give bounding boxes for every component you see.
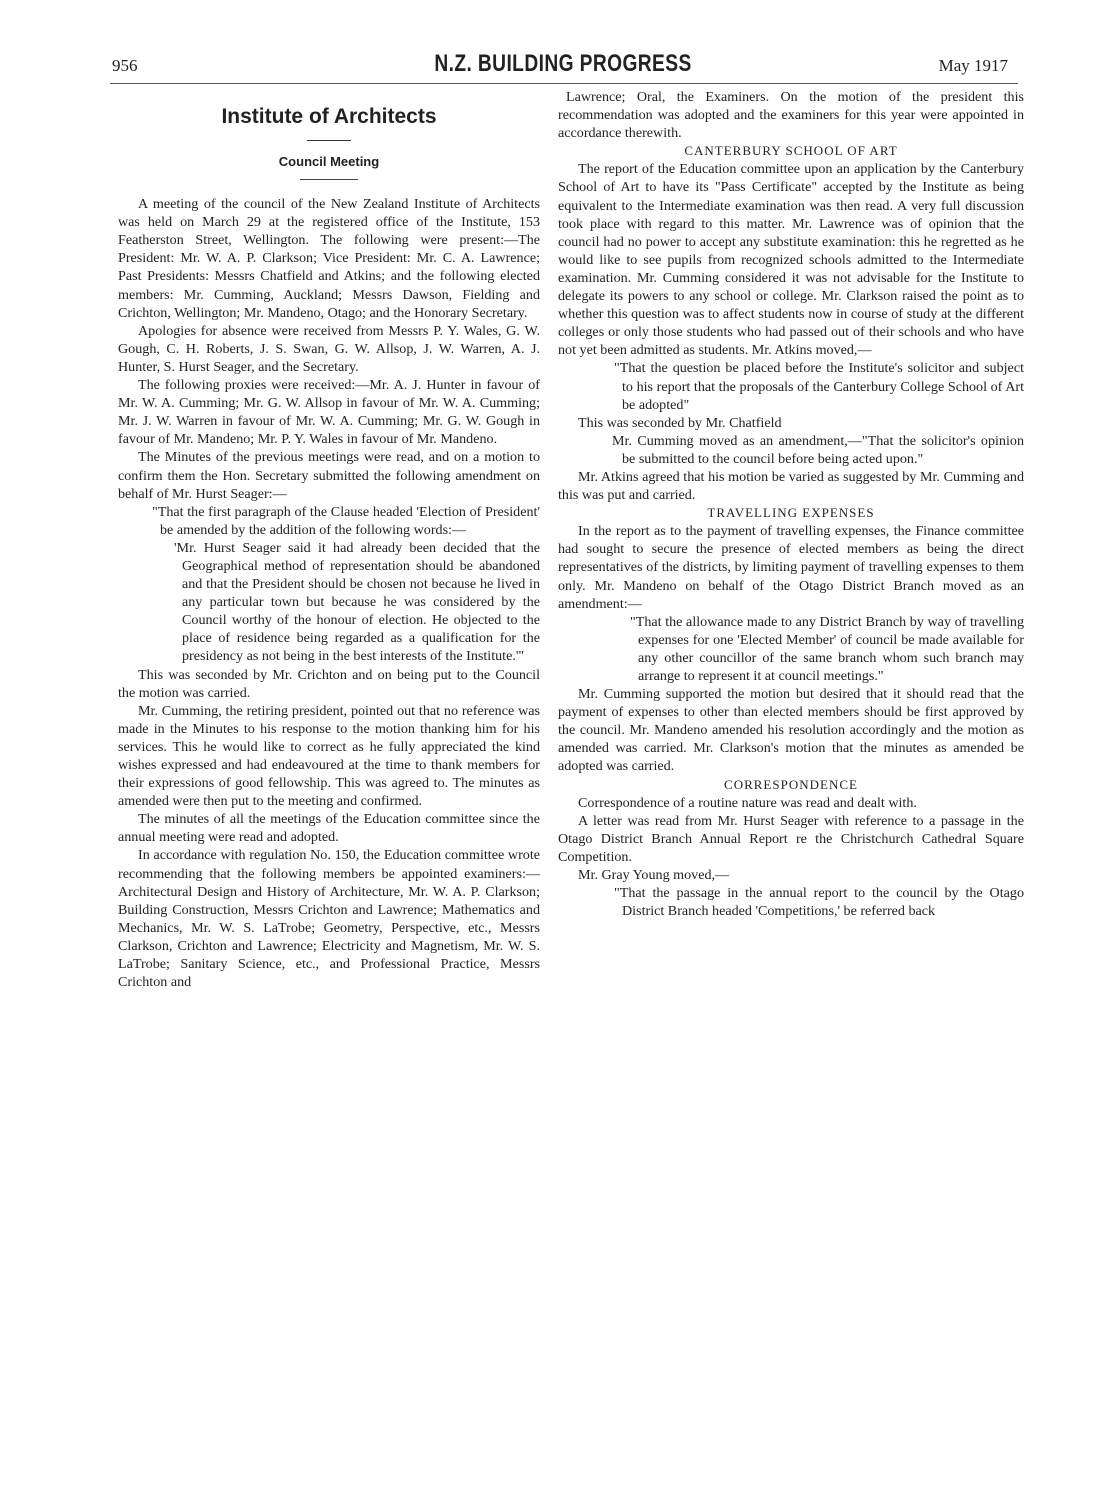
paragraph: Mr. Cumming supported the motion but desired that it should read that the payment of expenses to other than elected members should be first approved by the council. Mr. Mandeno amended his resolution accordingly and the motion as amended was carried. Mr. Clarkson's motion that the minutes as amended be adopted was carried.	[558, 686, 1024, 775]
paragraph: Lawrence; Oral, the Examiners. On the motion of the president this recommendation was adopted and the examiners for this year were appointed in accordance therewith.	[558, 89, 1024, 142]
page-header	[112, 50, 1014, 84]
left-column	[118, 100, 540, 991]
quoted-motion: "That the question be placed before the Institute's solicitor and subject to his report that the proposals of the Canterbury College School of Art be adopted"	[614, 360, 1024, 413]
paragraph: In the report as to the payment of travelling expenses, the Finance committee had sought to secure the presence of elected members as being the direct representatives of the districts, by limiting payment of travelling expenses to them only. Mr. Mandeno on behalf of the Otago District Branch moved as an amendment:—	[558, 523, 1024, 612]
paragraph: The Minutes of the previous meetings were read, and on a motion to confirm them the Hon. Secretary submitted the following amendment on behalf of Mr. Hurst Seager:—	[118, 449, 540, 502]
paragraph: This was seconded by Mr. Chatfield	[578, 414, 782, 431]
quoted-motion: "That the passage in the annual report to the council by the Otago District Branch headed 'Competitions,' be referred back	[614, 885, 1024, 920]
section-heading: CORRESPONDENCE	[724, 776, 858, 792]
article-title: Institute of Architects	[221, 105, 437, 128]
issue-date: May 1917	[938, 56, 1008, 75]
paragraph: Mr. Gray Young moved,—	[578, 867, 730, 884]
subtitle-rule	[300, 179, 358, 180]
title-rule	[307, 140, 351, 141]
section-heading: CANTERBURY SCHOOL OF ART	[684, 143, 898, 159]
paragraph: The minutes of all the meetings of the Education committee since the annual meeting were read and adopted.	[118, 811, 540, 846]
section-heading: TRAVELLING EXPENSES	[707, 505, 875, 521]
quoted-motion: Mr. Cumming moved as an amendment,—"That the solicitor's opinion be submitted to the council before being acted upon."	[612, 432, 1024, 467]
page-number: 956	[112, 56, 138, 75]
paragraph: A letter was read from Mr. Hurst Seager with reference to a passage in the Otago District Branch Annual Report re the Christchurch Cathedral Square Competition.	[558, 812, 1024, 865]
quoted-motion: "That the first paragraph of the Clause headed 'Election of President' be amended by the addition of the following words:—	[152, 503, 540, 538]
quoted-motion: 'Mr. Hurst Seager said it had already been decided that the Geographical method of representation should be abandoned and that the President should be chosen not because he lived in any particular town but because he was considered by the Council worthy of the honour of election. He objected to the place of residence being regarded as a qualification for the presidency as not being in the best interests of the Institute.'"	[174, 539, 540, 665]
article-subtitle: Council Meeting	[278, 154, 380, 169]
paragraph: Mr. Cumming, the retiring president, pointed out that no reference was made in the Minutes to his response to the motion thanking him for his services. This he would like to correct as he fully appreciated the kind wishes expressed and had endeavoured at the time to thank members for their expressions of good fellowship. This was agreed to. The minutes as amended were then put to the meeting and confirmed.	[118, 702, 540, 810]
quoted-motion: "That the allowance made to any District Branch by way of travelling expenses for one 'Elected Member' of council be made available for any other councillor of the same branch whom such branch may arrange to represent it at council meetings."	[630, 613, 1024, 684]
paragraph: This was seconded by Mr. Crichton and on being put to the Council the motion was carried.	[118, 666, 540, 701]
paragraph: A meeting of the council of the New Zealand Institute of Architects was held on March 29 at the registered office of the Institute, 153 Featherston Street, Wellington. The following were present:—The President: Mr. W. A. P. Clarkson; Vice President: Mr. C. A. Lawrence; Past Presidents: Messrs Chatfield and Atkins; and the following elected members: Mr. Cumming, Auckland; Messrs Dawson, Fielding and Crichton, Wellington; Mr. Mandeno, Otago; and the Honorary Secretary.	[118, 196, 540, 321]
header-rule	[110, 83, 1018, 84]
paragraph: Correspondence of a routine nature was read and dealt with.	[578, 794, 917, 811]
right-column	[558, 88, 1024, 920]
paragraph: In accordance with regulation No. 150, the Education committee wrote recommending that the following members be appointed examiners:—Architectural Design and History of Architecture, Mr. W. A. P. Clarkson; Building Construction, Messrs Crichton and Lawrence; Mathematics and Mechanics, Mr. W. S. LaTrobe; Geometry, Perspective, etc., Messrs Clarkson, Crichton and Lawrence; Electricity and Magnetism, Mr. W. S. LaTrobe; Sanitary Science, etc., and Professional Practice, Messrs Crichton and	[118, 847, 540, 991]
paragraph: The report of the Education committee upon an application by the Canterbury School of Art to have its "Pass Certificate" accepted by the Institute as being equivalent to the Intermediate examination was then read. A very full discussion took place with regard to this matter. Mr. Lawrence was of opinion that the council had no power to accept any substitute examination: this he regretted as he would like to see pupils from recognized schools admitted to the Intermediate examination. Mr. Cumming considered it was not advisable for the Institute to delegate its powers to any school or college. Mr. Clarkson raised the point as to whether this question was to affect students now in course of study at the different colleges or only those students who had passed out of their schools and who have not yet been admitted as students. Mr. Atkins moved,—	[558, 161, 1024, 359]
paragraph: Mr. Atkins agreed that his motion be varied as suggested by Mr. Cumming and this was put and carried.	[558, 468, 1024, 504]
paragraph: The following proxies were received:—Mr. A. J. Hunter in favour of Mr. W. A. Cumming; Mr. G. W. Allsop in favour of Mr. W. A. Cumming; Mr. J. W. Warren in favour of Mr. W. A. Cumming; Mr. G. W. Gough in favour of Mr. Mandeno; Mr. P. Y. Wales in favour of Mr. Mandeno.	[118, 377, 540, 448]
paragraph: Apologies for absence were received from Messrs P. Y. Wales, G. W. Gough, C. H. Roberts, J. S. Swan, G. W. Allsop, J. W. Warren, A. J. Hunter, S. Hurst Seager, and the Secretary.	[118, 322, 540, 375]
publication-title: N.Z. BUILDING PROGRESS	[434, 50, 692, 77]
